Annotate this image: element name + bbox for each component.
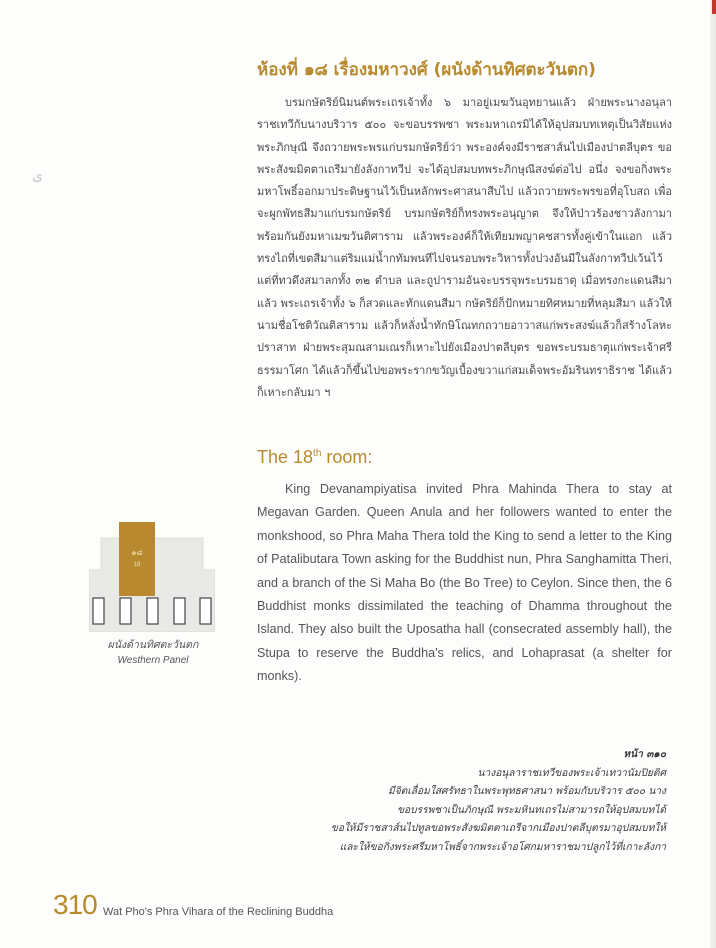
footnote-line: นางอนุลาราชเทวีของพระเจ้าเทวานัมปิยติศ	[477, 767, 666, 779]
highlighted-room	[119, 522, 155, 596]
english-title-main: The 18	[257, 447, 314, 467]
pillar	[200, 598, 211, 624]
footnote-line: ขอให้มีราชสาส์นไปทูลขอพระสังฆมิตตาเถรีจากเมืองปาตลีบุตรมาอุปสมบทให้	[330, 823, 666, 834]
pillar	[147, 598, 158, 624]
page-edge	[710, 0, 716, 948]
room-label-thai: ๑๘	[131, 548, 143, 557]
page-number: 310	[53, 889, 97, 920]
paper-mark: ﻯ	[32, 168, 43, 184]
english-body-text	[257, 478, 672, 689]
thai-section-title: ห้องที่ ๑๘ เรื่องมหาวงศ์ (ผนังด้านทิศตะวันตก)	[257, 60, 596, 80]
english-section-title	[257, 447, 372, 468]
english-title-superscript: th	[313, 448, 322, 459]
pillar	[93, 598, 104, 624]
footnote-heading: หน้า ๓๑๐	[623, 749, 666, 760]
english-title-tail: room:	[321, 447, 373, 467]
footnote-block	[300, 746, 666, 857]
diagram-caption-english: Westhern Panel	[117, 655, 189, 666]
room-location-diagram	[89, 522, 215, 632]
english-paragraph: King Devanampiyatisa invited Phra Mahinda Thera to stay at Megavan Garden. Queen Anula and her followers wanted to enter the monkshood, so Phra Maha Thera told the King to send a letter to the King of Patalibutara Town asking for the Buddhist nun, Phra Sanghamitta Theri, and a branch of the Si Maha Bo (the Bo Tree) to Ceylon. Since then, the 6 Buddhist monks dissimilated the teaching of Dhamma throughout the Island. They also built the Uposatha hall (consecrated assembly hall), the Stupa to reserve the Buddha's relics, and Lohaprasat (a shelter for monks).	[257, 482, 672, 684]
footnote-line: มีจิตเลื่อมใสศรัทธาในพระพุทธศาสนา พร้อมกับบริวาร ๕๐๐ นาง	[387, 786, 666, 797]
page-edge-mark	[712, 0, 716, 14]
room-label-number: 18	[133, 562, 141, 568]
diagram-caption-thai: ผนังด้านทิศตะวันตก	[107, 639, 199, 651]
footnote-line: ขอบรรพชาเป็นภิกษุณี พระมหินทเถรไม่สามารถให้อุปสมบทได้	[397, 804, 666, 816]
thai-paragraph: บรมกษัตริย์นิมนต์พระเถรเจ้าทั้ง ๖ มาอยู่เมฆวันอุทยานแล้ว ฝ่ายพระนางอนุลาราชเทวีกับนางบริวาร ๕๐๐ จะขอบรรพชา พระมหาเถรมิได้ให้อุปสมบทเหตุเป็นวิสัยแห่งพระภิกษุณี จึงถวายพระพรแก่บรมกษัตริย์ว่า พระองค์จงมีราชสาส์นไปเมืองปาตลีบุตร ขอพระสังฆมิตตาเถรีมายังลังกาทวีป จะได้อุปสมบทพระภิกษุณีสงฆ์ต่อไป อนึ่ง จงขอกิ่งพระมหาโพธิ์ออกมาประดิษฐานไว้เป็นหลักพระศาสนาสืบไป แล้วถวายพระพรขอที่อุโบสถ เพื่อจะผูกพัทธสีมาแก่บรมกษัตริย์ บรมกษัตริย์ก็ทรงพระอนุญาต จึงให้ป่าวร้องชาวลังกามาพร้อมกันยังมหาเมฆวันติศาราม แล้วพระองค์ก็ให้เทียมพญาคชสารทั้งคู่เข้าในแอก แล้วทรงไถที่เขตสีมาแต่ริมแม่น้ำกทัมพนทีไปจนรอบพระวิหารทั้งปวงอันมีในลังกาทวีปเว้นไว้แต่ที่ทวดึงสมาลกทั้ง ๓๒ ตำบล และถูปารามอันจะบรรจุพระบรมธาตุ เมื่อทรงกะแดนสีมาแล้ว พระเถรเจ้าทั้ง ๖ ก็สวดและทักแดนสีมา กษัตริย์ก็ปักหมายทิศหมายที่หลุมสีมา แล้วให้นามชื่อโชติวัณติสาราม แล้วก็หลั่งน้ำทักษิโณทกถวายอาวาสแก่พระสงฆ์แล้วก็สร้างโลหะปราสาท ฝ่ายพระสุมณสามเณรก็เหาะไปยังเมืองปาตลีบุตร ขอพระบรมธาตุแก่พระเจ้าศรีธรรมาโศก ได้แล้วก็ขึ้นไปขอพระรากขวัญเบื้องขวาแก่สมเด็จพระอัมรินทราธิราช ได้แล้วก็เหาะกลับมา ฯ	[257, 96, 672, 399]
pillar	[174, 598, 185, 624]
running-footer-title: Wat Pho's Phra Vihara of the Reclining Buddha	[103, 906, 334, 918]
footnote-line: และให้ขอกิ่งพระศรีมหาโพธิ์จากพระเจ้าอโศกมหาราชมาปลูกไว้ที่เกาะลังกา	[339, 841, 666, 853]
pillar	[120, 598, 131, 624]
thai-body-text	[257, 92, 672, 404]
